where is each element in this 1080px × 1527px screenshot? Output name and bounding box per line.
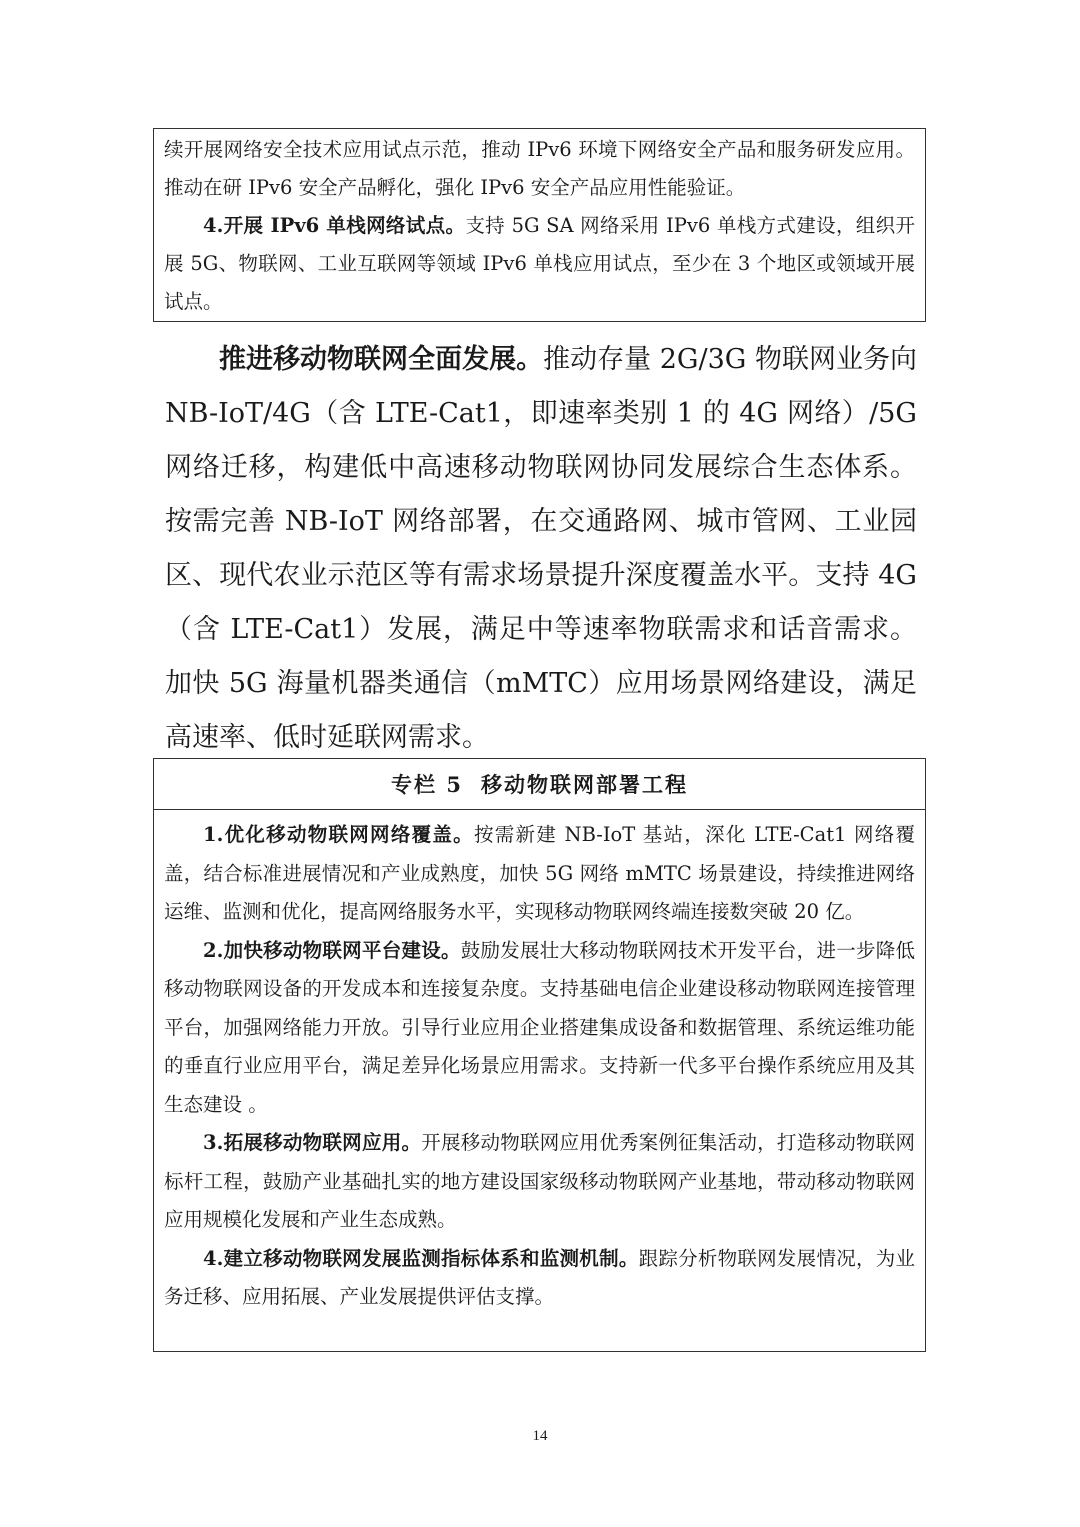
top-box-item-text: 支持 5G SA 网络采用 IPv6 单栈方式建设，组织开展 5G、物联网、工业互联网等领域 IPv6 单栈应用试点，至少在 3 个地区或领域开展试点。 — [164, 214, 915, 313]
column-item-1 — [164, 816, 915, 932]
top-text-box — [153, 128, 926, 322]
column-item-4 — [164, 1240, 915, 1317]
top-box-paragraph-2 — [164, 207, 915, 321]
column-item-title: 1.优化移动物联网网络覆盖。 — [203, 823, 474, 846]
top-box-item-title: 4.开展 IPv6 单栈网络试点。 — [203, 214, 466, 237]
column-box-body — [154, 810, 925, 1317]
top-box-paragraph-1: 续开展网络安全技术应用试点示范，推动 IPv6 环境下网络安全产品和服务研发应用。推动在研 IPv6 安全产品孵化，强化 IPv6 安全产品应用性能验证。 — [164, 138, 915, 199]
page-number: 14 — [532, 1428, 548, 1444]
body-paragraph-lead: 推进移动物联网全面发展。 — [219, 344, 544, 375]
column-box-label: 专栏 5 — [391, 772, 463, 797]
column-box — [153, 758, 926, 1352]
body-paragraph — [165, 333, 917, 765]
column-item-text: 鼓励发展壮大移动物联网技术开发平台，进一步降低移动物联网设备的开发成本和连接复杂度。支持基础电信企业建设移动物联网连接管理平台，加强网络能力开放。引导行业应用企业搭建集成设备和数据管理、系统运维功能的垂直行业应用平台，满足差异化场景应用需求。支持新一代多平台操作系统应用及其生态建设 。 — [164, 938, 915, 1116]
column-item-title: 2.加快移动物联网平台建设。 — [203, 938, 461, 962]
column-box-title: 移动物联网部署工程 — [480, 772, 688, 797]
column-item-2 — [164, 932, 915, 1125]
column-item-3 — [164, 1124, 915, 1240]
column-item-text: 按需新建 NB-IoT 基站，深化 LTE-Cat1 网络覆盖，结合标准进展情况和产业成熟度，加快 5G 网络 mMTC 场景建设，持续推进网络运维、监测和优化，提高网络服务水平，实现移动物联网终端连接数突破 20 亿。 — [164, 823, 915, 923]
column-box-header — [154, 759, 925, 810]
column-item-text: 跟踪分析物联网发展情况，为业务迁移、应用拓展、产业发展提供评估支撑。 — [164, 1246, 915, 1308]
column-item-text: 开展移动物联网应用优秀案例征集活动，打造移动物联网标杆工程，鼓励产业基础扎实的地方建设国家级移动物联网产业基地，带动移动物联网应用规模化发展和产业生态成熟。 — [164, 1131, 915, 1231]
body-paragraph-text: 推动存量 2G/3G 物联网业务向 NB-IoT/4G（含 LTE-Cat1，即速率类别 1 的 4G 网络）/5G 网络迁移，构建低中高速移动物联网协同发展综合生态体系。按需完善 NB-IoT 网络部署，在交通路网、城市管网、工业园区、现代农业示范区等有需求场景提升深度覆盖水平。支持 4G（含 LTE-Cat1）发展，满足中等速率物联需求和话音需求。加快 5G 海量机器类通信（mMTC）应用场景网络建设，满足高速率、低时延联网需求。 — [165, 344, 917, 753]
column-item-title: 3.拓展移动物联网应用。 — [203, 1131, 422, 1154]
column-item-title: 4.建立移动物联网发展监测指标体系和监测机制。 — [203, 1246, 639, 1270]
